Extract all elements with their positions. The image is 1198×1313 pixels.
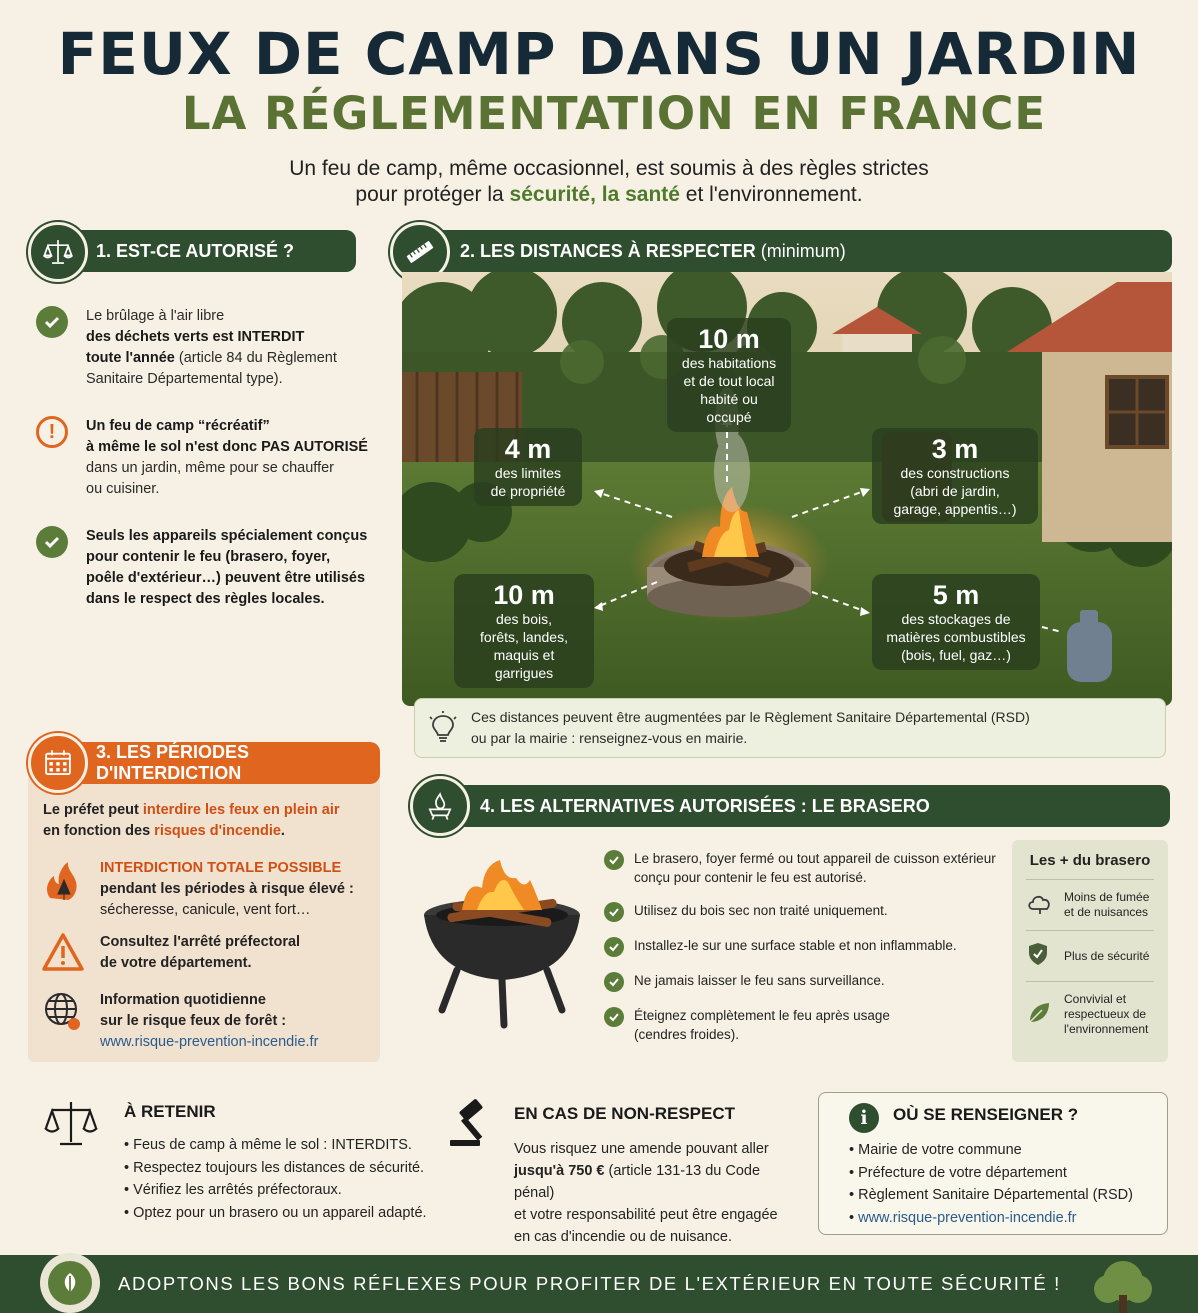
check-icon xyxy=(36,526,68,558)
distance-combustibles: 5 m des stockages de matières combustibles (bois, fuel, gaz…) xyxy=(872,574,1040,670)
list-item: • www.risque-prevention-incendie.fr xyxy=(849,1209,1077,1226)
list-item: Le brasero, foyer fermé ou tout appareil de cuisson extérieur conçu pour contenir le feu est autorisé. xyxy=(604,849,996,887)
cloud-icon xyxy=(1026,891,1064,919)
list-item: Installez-le sur une surface stable et non inflammable. xyxy=(604,936,996,957)
page-subtitle: LA RÉGLEMENTATION EN FRANCE xyxy=(181,87,1047,140)
interdiction-title: INTERDICTION TOTALE POSSIBLE xyxy=(100,860,342,876)
fire-tree-icon xyxy=(42,858,88,907)
retenir-block xyxy=(124,1102,434,1224)
section1-header xyxy=(56,230,356,272)
page-title: FEUX DE CAMP DANS UN JARDIN xyxy=(57,20,1141,88)
distance-habitations: 10 m des habitations et de tout local habité ou occupé xyxy=(667,318,791,432)
retenir-title: À RETENIR xyxy=(124,1102,216,1121)
check-icon xyxy=(604,937,624,957)
intro-line-1: Un feu de camp, même occasionnel, est soumis à des règles strictes xyxy=(289,157,929,180)
globe-icon xyxy=(42,990,88,1037)
renseigner-link[interactable]: www.risque-prevention-incendie.fr xyxy=(858,1209,1077,1226)
distance-woods: 10 m des bois, forêts, landes, maquis et garrigues xyxy=(454,574,594,688)
plus-item: Moins de fumée et de nuisances xyxy=(1026,880,1154,931)
intro-text xyxy=(0,156,1198,208)
leaf-icon xyxy=(1026,1000,1064,1030)
tree-icon xyxy=(1088,1259,1158,1313)
section3-header xyxy=(56,742,380,784)
list-item: • Optez pour un brasero ou un appareil adapté. xyxy=(124,1204,427,1221)
scales-small-icon xyxy=(42,1098,100,1155)
check-icon xyxy=(604,902,624,922)
section2-title-suffix: (minimum) xyxy=(760,240,846,261)
section2-header xyxy=(420,230,1172,272)
check-icon xyxy=(604,1007,624,1027)
section3-item-fire: INTERDICTION TOTALE POSSIBLE pendant les périodes à risque élevé : sécheresse, canicule, vent fort… xyxy=(42,858,372,921)
calendar-icon xyxy=(28,733,88,793)
footer-banner xyxy=(0,1255,1198,1313)
distances-note: Ces distances peuvent être augmentées par le Règlement Sanitaire Départemental (RSD) ou par la mairie : renseignez-vous en mairie. xyxy=(414,698,1166,758)
section4-header xyxy=(440,785,1170,827)
check-icon xyxy=(604,850,624,870)
section2-title: 2. LES DISTANCES À RESPECTER xyxy=(460,240,756,261)
list-item: • Vérifiez les arrêtés préfectoraux. xyxy=(124,1182,342,1198)
list-item: Ne jamais laisser le feu sans surveillance. xyxy=(604,971,996,992)
distance-constructions: 3 m des constructions (abri de jardin, garage, appentis…) xyxy=(872,428,1038,524)
distance-property-limits: 4 m des limites de propriété xyxy=(474,428,582,506)
list-item: • Règlement Sanitaire Départemental (RSD) xyxy=(849,1187,1133,1203)
brasero-plus-panel xyxy=(1012,840,1168,1062)
leaf-circle-icon xyxy=(40,1253,100,1313)
list-item: • Respectez toujours les distances de sécurité. xyxy=(124,1159,425,1176)
check-icon xyxy=(604,972,624,992)
section3-intro: Le préfet peut interdire les feux en plein air en fonction des risques d'incendie. xyxy=(43,802,340,839)
shield-icon xyxy=(1026,941,1064,971)
lightbulb-icon xyxy=(415,711,471,745)
plus-item: Convivial et respectueux de l'environnement xyxy=(1026,982,1154,1047)
section4-title: 4. LES ALTERNATIVES AUTORISÉES : LE BRASERO xyxy=(480,795,930,816)
footer-text: ADOPTONS LES BONS RÉFLEXES POUR PROFITER DE L'EXTÉRIEUR EN TOUTE SÉCURITÉ ! xyxy=(118,1273,1061,1294)
list-item: Le brûlage à l'air libre des déchets verts est INTERDIT toute l'année (article 84 du Règlement Sanitaire Départemental type). xyxy=(36,306,376,390)
plus-item: Plus de sécurité xyxy=(1026,931,1154,982)
info-icon: i xyxy=(849,1103,879,1133)
list-item: ! Un feu de camp “récréatif” à même le sol n'est donc PAS AUTORISÉ dans un jardin, même pour se chauffer ou cuisiner. xyxy=(36,416,376,500)
scales-icon xyxy=(28,222,88,282)
section3-title: 3. LES PÉRIODES D'INTERDICTION xyxy=(96,742,250,783)
non-respect-block: EN CAS DE NON-RESPECT Vous risquez une amende pouvant aller jusqu'à 750 € (article 131-13 du Code pénal) et votre responsabilité peut être engagée en cas d'incendie ou de nuisance. xyxy=(514,1104,804,1248)
check-icon xyxy=(36,306,68,338)
list-item: • Feus de camp à même le sol : INTERDITS. xyxy=(124,1137,412,1153)
brasero-flame-icon xyxy=(410,776,470,836)
list-item: • Préfecture de votre département xyxy=(849,1164,1067,1181)
plus-title: Les + du brasero xyxy=(1026,852,1154,880)
section1-items xyxy=(36,306,376,610)
section4-list xyxy=(604,849,996,1058)
exclamation-icon: ! xyxy=(36,416,68,448)
list-item: Utilisez du bois sec non traité uniquement. xyxy=(604,901,996,922)
renseigner-box xyxy=(818,1092,1168,1235)
list-item: • Mairie de votre commune xyxy=(849,1142,1022,1158)
section3-item-arrete: Consultez l'arrêté préfectoral de votre département. xyxy=(42,932,372,977)
section1-title: 1. EST-CE AUTORISÉ ? xyxy=(96,240,295,261)
section3-item-info: Information quotidienne sur le risque feux de forêt : www.risque-prevention-incendie.fr xyxy=(42,990,372,1053)
gavel-icon xyxy=(446,1098,502,1155)
intro-line-2: pour protéger la sécurité, la santé et l'environnement. xyxy=(355,183,863,206)
risque-link[interactable]: www.risque-prevention-incendie.fr xyxy=(100,1034,319,1050)
warning-icon xyxy=(42,932,88,977)
non-respect-title: EN CAS DE NON-RESPECT xyxy=(514,1104,736,1123)
garden-illustration xyxy=(402,272,1172,706)
brasero-illustration xyxy=(412,860,594,1030)
list-item: Éteignez complètement le feu après usage (cendres froides). xyxy=(604,1006,996,1044)
renseigner-title: OÙ SE RENSEIGNER ? xyxy=(893,1105,1079,1124)
list-item: Seuls les appareils spécialement conçus pour contenir le feu (brasero, foyer, poêle d'extérieur…) peuvent être utilisés dans le respect des règles locales. xyxy=(36,526,376,610)
